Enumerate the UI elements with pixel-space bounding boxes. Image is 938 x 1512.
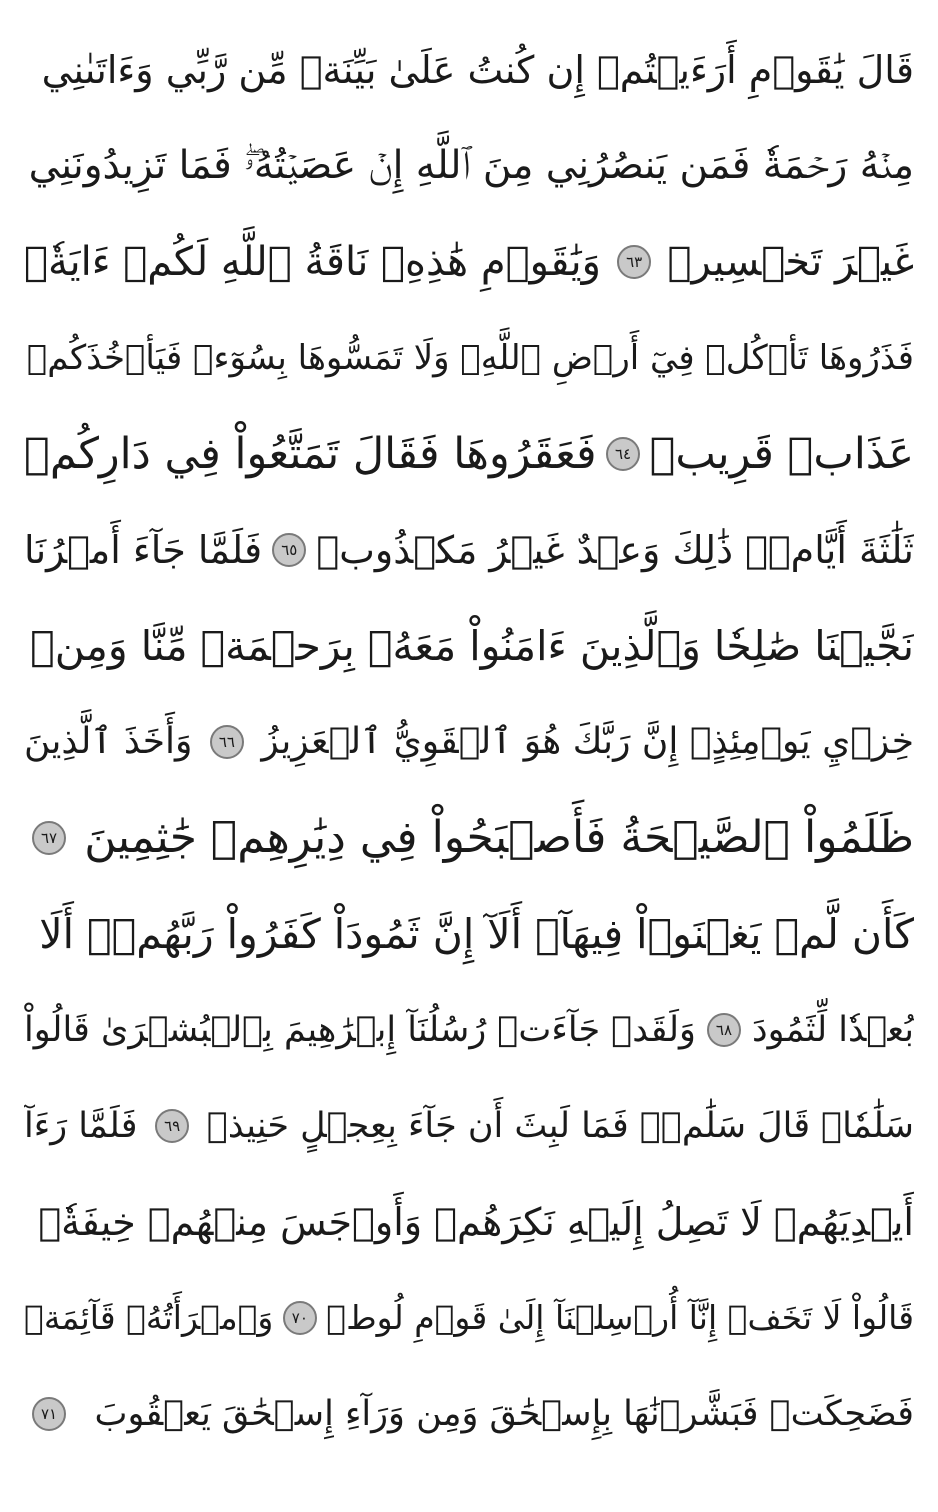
text-line (24, 310, 914, 406)
verse-text: مِنۡهُ رَحۡمَةٗ فَمَن يَنصُرُنِي مِنَ ٱللَّهِ إِنۡ عَصَيۡتُهُۥۖ فَمَا تَزِيدُونَنِي (28, 143, 914, 188)
text-line (24, 406, 914, 502)
verse-text: قَالُواْ لَا تَخَفۡ إِنَّآ أُرۡسِلۡنَآ إِلَىٰ قَوۡمِ لُوطٖ (326, 1298, 914, 1337)
verse-text: فَذَرُوهَا تَأۡكُلۡ فِيٓ أَرۡضِ ٱللَّهِۖ وَلَا تَمَسُّوهَا بِسُوٓءٖ فَيَأۡخُذَكُمۡ (26, 338, 914, 378)
ayah-number-marker: ٦٨ (707, 1013, 741, 1047)
text-line (24, 790, 914, 886)
verse-text: فَضَحِكَتۡ فَبَشَّرۡنَٰهَا بِإِسۡحَٰقَ وَمِن وَرَآءِ إِسۡحَٰقَ يَعۡقُوبَ (94, 1394, 914, 1434)
text-line (24, 22, 914, 118)
verse-text: فَعَقَرُوهَا فَقَالَ تَمَتَّعُواْ فِي دَارِكُمۡ (24, 429, 597, 479)
text-line (24, 502, 914, 598)
verse-text: وَأَخَذَ ٱلَّذِينَ (24, 721, 193, 762)
verse-text: كَأَن لَّمۡ يَغۡنَوۡاْ فِيهَآۗ أَلَآ إِنَّ ثَمُودَاْ كَفَرُواْ رَبَّهُمۡۗ أَلَا (39, 910, 914, 958)
ayah-number-marker: ٦٣ (617, 245, 651, 279)
text-line (24, 1078, 914, 1174)
ayah-number-marker: ٦٩ (155, 1109, 189, 1143)
ayah-number-marker: ٧١ (32, 1397, 66, 1431)
text-line (24, 118, 914, 214)
text-line (24, 982, 914, 1078)
verse-text: فَلَمَّا رَءَآ (24, 1106, 138, 1146)
verse-text: ثَلَٰثَةَ أَيَّامٖۖ ذَٰلِكَ وَعۡدٌ غَيۡرُ مَكۡذُوبٖ (316, 528, 914, 572)
ayah-number-marker: ٦٧ (32, 821, 66, 855)
verse-text: عَذَابٞ قَرِيبٞ (649, 429, 914, 479)
text-line (24, 1174, 914, 1270)
verse-text: خِزۡيِ يَوۡمِئِذٍۚ إِنَّ رَبَّكَ هُوَ ٱلۡقَوِيُّ ٱلۡعَزِيزُ (261, 721, 914, 762)
verse-text: وَيَٰقَوۡمِ هَٰذِهِۦ نَاقَةُ ٱللَّهِ لَكُمۡ ءَايَةٗۖ (24, 239, 601, 285)
verse-text: سَلَٰمٗاۖ قَالَ سَلَٰمٞۖ فَمَا لَبِثَ أَن جَآءَ بِعِجۡلٍ حَنِيذٖ (206, 1106, 914, 1146)
verse-text: غَيۡرَ تَخۡسِيرٖ (667, 239, 914, 285)
text-line (24, 886, 914, 982)
verse-text: بُعۡدٗا لِّثَمُودَ (752, 1010, 914, 1050)
ayah-number-marker: ٦٦ (210, 725, 244, 759)
verse-text: قَالَ يَٰقَوۡمِ أَرَءَيۡتُمۡ إِن كُنتُ عَلَىٰ بَيِّنَةٖ مِّن رَّبِّي وَءَاتَىٰنِي (41, 48, 914, 92)
verse-text: ظَلَمُواْ ٱلصَّيۡحَةُ فَأَصۡبَحُواْ فِي دِيَٰرِهِمۡ جَٰثِمِينَ (84, 812, 914, 863)
text-line (24, 694, 914, 790)
ayah-number-marker: ٧٠ (283, 1301, 317, 1335)
text-line (24, 598, 914, 694)
verse-text: أَيۡدِيَهُمۡ لَا تَصِلُ إِلَيۡهِ نَكِرَهُمۡ وَأَوۡجَسَ مِنۡهُمۡ خِيفَةٗۚ (38, 1200, 914, 1244)
verse-text: وَلَقَدۡ جَآءَتۡ رُسُلُنَآ إِبۡرَٰهِيمَ بِٱلۡبُشۡرَىٰ قَالُواْ (24, 1010, 696, 1050)
verse-text: وَٱمۡرَأَتُهُۥ قَآئِمَةٞ (24, 1298, 274, 1337)
ayah-number-marker: ٦٥ (272, 533, 306, 567)
verse-text: نَجَّيۡنَا صَٰلِحٗا وَٱلَّذِينَ ءَامَنُواْ مَعَهُۥ بِرَحۡمَةٖ مِّنَّا وَمِنۡ (30, 622, 914, 670)
verse-text: فَلَمَّا جَآءَ أَمۡرُنَا (24, 528, 263, 572)
ayah-number-marker: ٦٤ (606, 437, 640, 471)
text-line (24, 1270, 914, 1366)
text-line (24, 214, 914, 310)
text-line (24, 1366, 914, 1462)
